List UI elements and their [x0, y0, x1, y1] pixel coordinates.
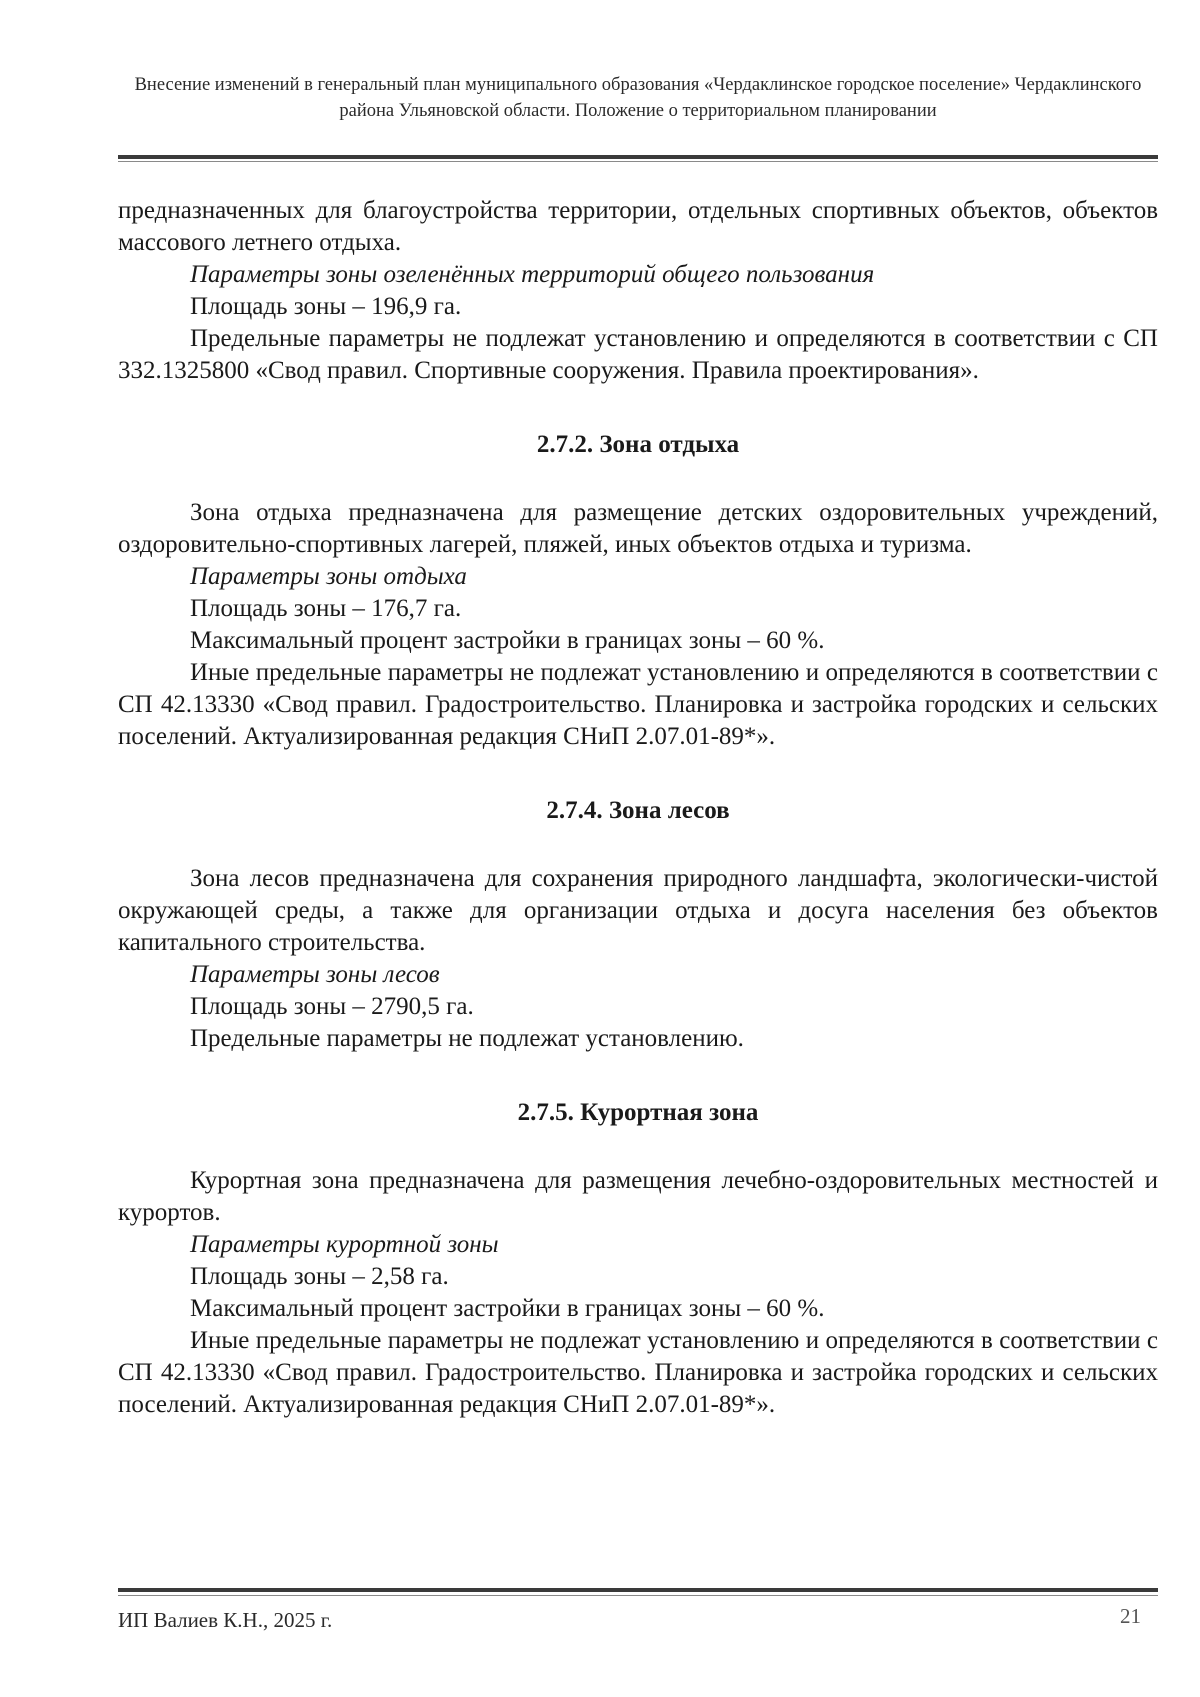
footer-rule-thin [118, 1595, 1158, 1596]
section-heading-2-7-5: 2.7.5. Курортная зона [517, 1099, 759, 1126]
page-number: 21 [1120, 1604, 1141, 1628]
footer-rule [118, 1588, 1158, 1592]
header-rule [118, 155, 1158, 159]
s275-description: Курортная зона предназначена для размещения лечебно-оздоровительных местностей и курортов. [118, 1167, 1158, 1226]
s274-area: Площадь зоны – 2790,5 га. [190, 993, 474, 1020]
s272-area: Площадь зоны – 176,7 га. [190, 595, 462, 622]
s275-area: Площадь зоны – 2,58 га. [190, 1263, 449, 1290]
page-header: Внесение изменений в генеральный план муниципального образования «Чердаклинское городское поселение» Чердаклинского района Ульяновской области. Положение о территориальном планировании [134, 75, 1142, 121]
s272-other-limits: Иные предельные параметры не подлежат установлению и определяются в соответствии с СП 42.13330 «Свод правил. Градостроительство. Планировка и застройка городских и сельских поселений. Актуализированная редакция СНиП 2.07.01-89*». [118, 659, 1158, 750]
s274-description: Зона лесов предназначена для сохранения природного ландшафта, экологически-чистой окружающей среды, а также для организации отдыха и досуга населения без объектов капитального строительства. [118, 865, 1158, 956]
intro-limits: Предельные параметры не подлежат установлению и определяются в соответствии с СП 332.1325800 «Свод правил. Спортивные сооружения. Правила проектирования». [118, 325, 1158, 384]
s274-limits: Предельные параметры не подлежат установлению. [190, 1025, 744, 1052]
s275-max-coverage: Максимальный процент застройки в границах зоны – 60 %. [190, 1295, 825, 1322]
document-body [118, 195, 1158, 1421]
section-heading-2-7-2: 2.7.2. Зона отдыха [536, 431, 740, 458]
intro-area: Площадь зоны – 196,9 га. [190, 293, 462, 320]
s272-params-title: Параметры зоны отдыха [190, 563, 467, 590]
s272-description: Зона отдыха предназначена для размещение детских оздоровительных учреждений, оздоровительно-спортивных лагерей, пляжей, иных объектов отдыха и туризма. [118, 499, 1158, 558]
footer-author: ИП Валиев К.Н., 2025 г. [118, 1608, 333, 1632]
s275-other-limits: Иные предельные параметры не подлежат установлению и определяются в соответствии с СП 42.13330 «Свод правил. Градостроительство. Планировка и застройка городских и сельских поселений. Актуализированная редакция СНиП 2.07.01-89*». [118, 1327, 1158, 1418]
s275-params-title: Параметры курортной зоны [190, 1231, 499, 1258]
intro-params-title: Параметры зоны озеленённых территорий общего пользования [190, 261, 875, 288]
header-rule-thin [118, 161, 1158, 162]
section-heading-2-7-4: 2.7.4. Зона лесов [546, 797, 730, 824]
s272-max-coverage: Максимальный процент застройки в границах зоны – 60 %. [190, 627, 825, 654]
intro-paragraph: предназначенных для благоустройства территории, отдельных спортивных объектов, объектов массового летнего отдыха. [118, 197, 1158, 256]
s274-params-title: Параметры зоны лесов [190, 961, 440, 988]
